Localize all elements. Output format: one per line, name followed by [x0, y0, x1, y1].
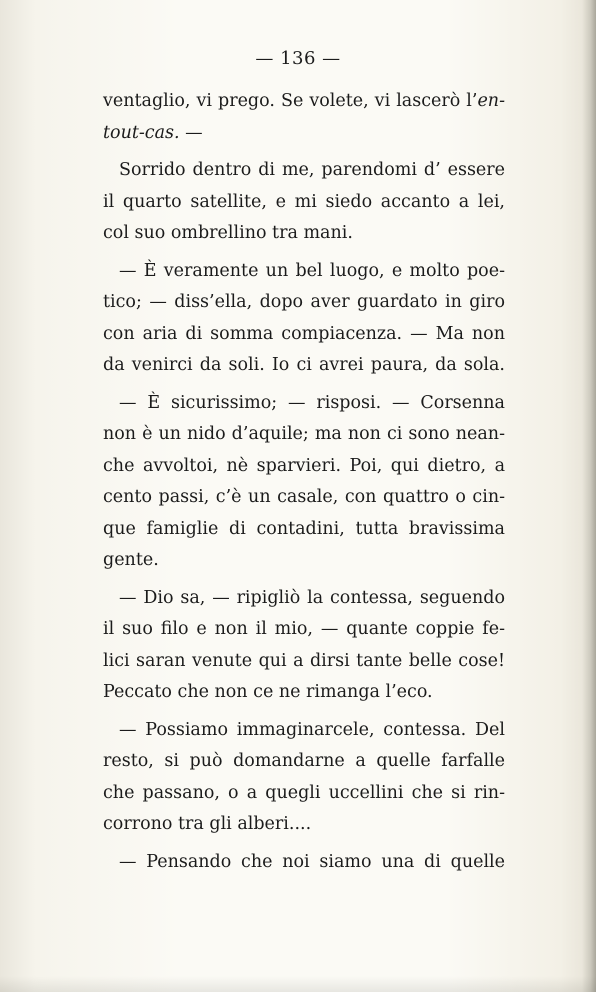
paragraph [103, 86, 505, 149]
text-line: tico; — diss’ella, dopo aver guardato in giro [103, 292, 505, 312]
text-line: resto, si può domandarne a quelle farfalle [103, 751, 505, 771]
text-line: — È sicurissimo; — risposi. — Corsenna [119, 392, 505, 413]
paragraph [103, 388, 505, 577]
paragraph [103, 583, 505, 709]
text-line: da venirci da soli. Io ci avrei paura, da sola. [103, 355, 505, 375]
text-line: tout-cas. — [103, 122, 203, 143]
page-number: — 136 — [255, 48, 341, 69]
text-line: — Dio sa, — ripigliò la contessa, seguendo [119, 587, 505, 608]
paragraph [103, 256, 505, 382]
paragraph [103, 715, 505, 841]
text-line: que famiglie di contadini, tutta bravissima [103, 518, 505, 539]
text-line: che passano, o a quegli uccellini che si rin- [103, 782, 505, 803]
text-line: — È veramente un bel luogo, e molto poe- [119, 260, 505, 281]
text-line: — Pensando che noi siamo una di quelle [119, 851, 505, 872]
text-line: cento passi, c’è un casale, con quattro o cin- [103, 487, 505, 507]
text-line: corrono tra gli alberi.... [103, 814, 312, 834]
text-line: Sorrido dentro di me, parendomi d’ essere [119, 160, 505, 180]
text-line: con aria di somma compiacenza. — Ma non [103, 323, 505, 344]
text-line: lici saran venute qui a dirsi tante belle cose! [103, 650, 505, 671]
text-line: non è un nido d’aquile; ma non ci sono nean- [103, 424, 505, 444]
text-line: — Possiamo immaginarcele, contessa. Del [119, 719, 505, 740]
italic-text: tout-cas. [103, 122, 180, 143]
page-edge-shadow [582, 0, 596, 992]
text-line: Peccato che non ce ne rimanga l’eco. [103, 682, 433, 702]
paragraph [103, 847, 505, 879]
text-line: il quarto satellite, e mi siedo accanto a lei, [103, 191, 505, 212]
text-line: ventaglio, vi prego. Se volete, vi lascerò l’en- [103, 91, 505, 111]
paragraph [103, 155, 505, 250]
page-bottom-shadow [0, 976, 596, 992]
text-line: col suo ombrellino tra mani. [103, 223, 353, 243]
text-line: il suo filo e non il mio, — quante coppie fe- [103, 619, 505, 639]
italic-text: en- [477, 91, 505, 111]
body-text [103, 86, 505, 878]
text-line: che avvoltoi, nè sparvieri. Poi, qui dietro, a [103, 455, 505, 476]
text-line: gente. [103, 550, 159, 570]
